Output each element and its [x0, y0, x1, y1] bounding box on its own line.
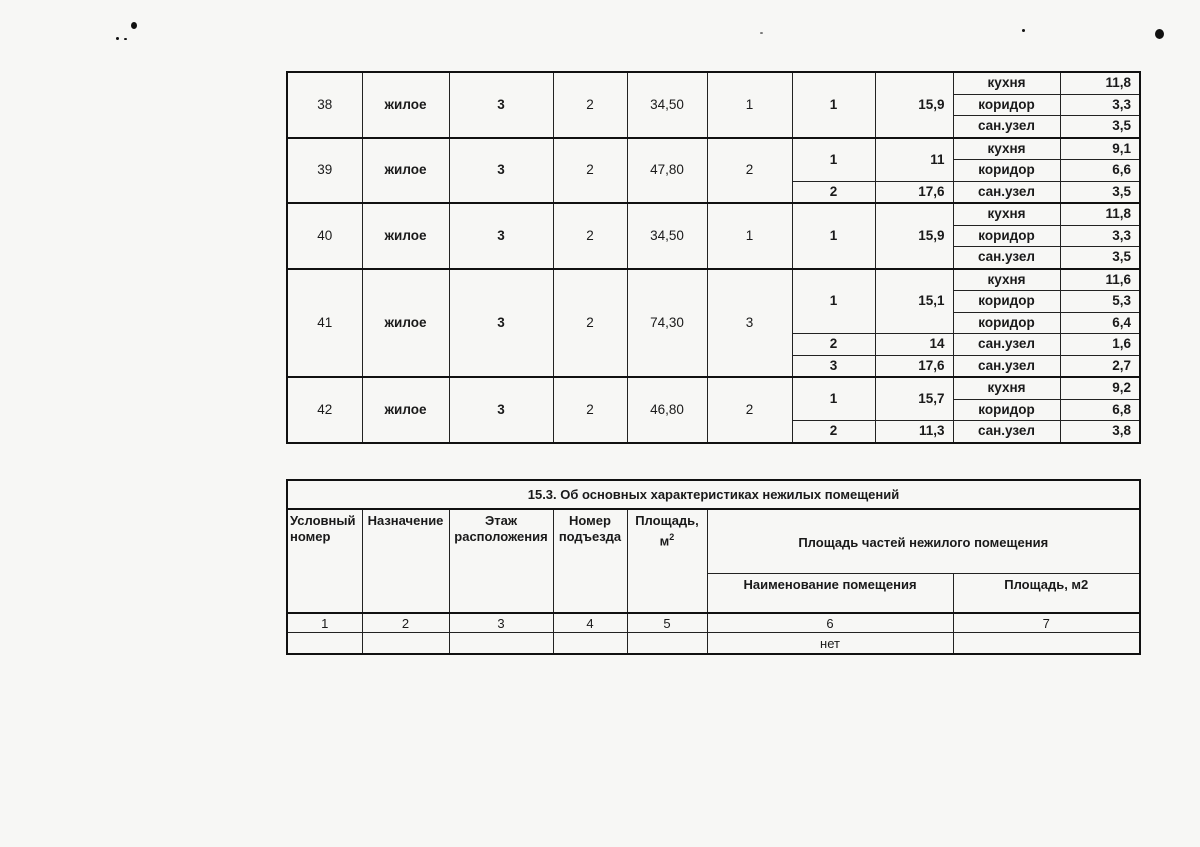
scan-speck	[116, 37, 119, 40]
part-area: 3,5	[1060, 181, 1140, 203]
room-area: 15,1	[875, 269, 953, 334]
apartment-row	[287, 377, 1140, 399]
apartment-number: 40	[287, 203, 362, 269]
apartment-entrance: 2	[553, 138, 627, 204]
part-area: 5,3	[1060, 291, 1140, 313]
part-name: сан.узел	[953, 421, 1060, 443]
room-number: 1	[792, 138, 875, 182]
column-index: 5	[627, 613, 707, 633]
part-name: кухня	[953, 377, 1060, 399]
empty-cell	[449, 633, 553, 655]
room-number: 1	[792, 377, 875, 421]
header-floor: Этаж расположения	[449, 509, 553, 613]
header-purpose: Назначение	[362, 509, 449, 613]
column-index: 6	[707, 613, 953, 633]
room-area: 11,3	[875, 421, 953, 443]
part-name: коридор	[953, 94, 1060, 116]
part-name: кухня	[953, 72, 1060, 94]
apartments-table	[286, 71, 1141, 444]
room-number: 1	[792, 203, 875, 269]
apartment-floor: 3	[449, 138, 553, 204]
column-index: 2	[362, 613, 449, 633]
part-name: сан.узел	[953, 181, 1060, 203]
apartment-rooms-count: 2	[707, 138, 792, 204]
empty-cell	[287, 633, 362, 655]
apartment-type: жилое	[362, 269, 449, 378]
apartment-number: 41	[287, 269, 362, 378]
apartment-area: 74,30	[627, 269, 707, 378]
part-name: коридор	[953, 160, 1060, 182]
apartment-row	[287, 269, 1140, 291]
part-name: сан.узел	[953, 247, 1060, 269]
part-name: кухня	[953, 138, 1060, 160]
section-caption: 15.3. Об основных характеристиках нежилых помещений	[287, 480, 1140, 509]
empty-cell	[362, 633, 449, 655]
scan-speck	[760, 32, 763, 34]
room-number: 1	[792, 269, 875, 334]
part-area: 11,6	[1060, 269, 1140, 291]
part-area: 2,7	[1060, 355, 1140, 377]
room-area: 14	[875, 334, 953, 356]
header-part-area: Площадь, м2	[953, 573, 1140, 613]
apartment-number: 38	[287, 72, 362, 138]
part-area: 9,2	[1060, 377, 1140, 399]
room-area: 17,6	[875, 355, 953, 377]
room-number: 2	[792, 334, 875, 356]
column-index-row	[287, 613, 1140, 633]
part-name: сан.узел	[953, 334, 1060, 356]
room-number: 3	[792, 355, 875, 377]
part-name: кухня	[953, 203, 1060, 225]
room-area: 17,6	[875, 181, 953, 203]
apartment-floor: 3	[449, 203, 553, 269]
apartment-row	[287, 203, 1140, 225]
scan-speck	[131, 22, 137, 29]
apartment-number: 42	[287, 377, 362, 443]
apartment-row	[287, 72, 1140, 94]
scan-speck	[124, 38, 127, 40]
nonresidential-table	[286, 479, 1141, 655]
apartment-floor: 3	[449, 377, 553, 443]
part-name: коридор	[953, 312, 1060, 334]
apartment-rooms-count: 1	[707, 203, 792, 269]
apartment-type: жилое	[362, 138, 449, 204]
part-name: коридор	[953, 399, 1060, 421]
part-area: 1,6	[1060, 334, 1140, 356]
apartment-rooms-count: 2	[707, 377, 792, 443]
room-area: 11	[875, 138, 953, 182]
column-index: 7	[953, 613, 1140, 633]
apartment-type: жилое	[362, 203, 449, 269]
part-area: 6,4	[1060, 312, 1140, 334]
part-area: 11,8	[1060, 203, 1140, 225]
room-area: 15,9	[875, 72, 953, 138]
room-number: 1	[792, 72, 875, 138]
apartment-area: 34,50	[627, 203, 707, 269]
apartment-type: жилое	[362, 377, 449, 443]
apartment-type: жилое	[362, 72, 449, 138]
part-area: 6,8	[1060, 399, 1140, 421]
apartment-rooms-count: 1	[707, 72, 792, 138]
part-area: 3,5	[1060, 247, 1140, 269]
room-area: 15,9	[875, 203, 953, 269]
column-index: 4	[553, 613, 627, 633]
apartment-entrance: 2	[553, 377, 627, 443]
room-number: 2	[792, 181, 875, 203]
apartment-rooms-count: 3	[707, 269, 792, 378]
part-name: коридор	[953, 225, 1060, 247]
header-area	[627, 509, 707, 613]
apartment-number: 39	[287, 138, 362, 204]
header-part-name: Наименование помещения	[707, 573, 953, 613]
room-area: 15,7	[875, 377, 953, 421]
part-area: 9,1	[1060, 138, 1140, 160]
header-entrance: Номер подъезда	[553, 509, 627, 613]
apartment-entrance: 2	[553, 269, 627, 378]
header-number: Условный номер	[287, 509, 362, 613]
empty-cell	[953, 633, 1140, 655]
part-name: сан.узел	[953, 355, 1060, 377]
header-parts: Площадь частей нежилого помещения	[707, 509, 1140, 573]
empty-cell	[627, 633, 707, 655]
scan-speck	[1022, 29, 1025, 32]
header-area-sup: 2	[669, 532, 675, 542]
scan-speck	[1155, 29, 1164, 39]
column-index: 3	[449, 613, 553, 633]
part-area: 3,3	[1060, 225, 1140, 247]
apartment-entrance: 2	[553, 203, 627, 269]
empty-cell	[553, 633, 627, 655]
apartment-floor: 3	[449, 72, 553, 138]
part-area: 11,8	[1060, 72, 1140, 94]
apartment-floor: 3	[449, 269, 553, 378]
empty-note: нет	[707, 633, 953, 655]
part-area: 3,8	[1060, 421, 1140, 443]
empty-row	[287, 633, 1140, 655]
room-number: 2	[792, 421, 875, 443]
apartment-area: 47,80	[627, 138, 707, 204]
column-index: 1	[287, 613, 362, 633]
apartment-entrance: 2	[553, 72, 627, 138]
part-area: 3,5	[1060, 116, 1140, 138]
part-name: сан.узел	[953, 116, 1060, 138]
part-name: кухня	[953, 269, 1060, 291]
part-name: коридор	[953, 291, 1060, 313]
part-area: 6,6	[1060, 160, 1140, 182]
apartment-area: 34,50	[627, 72, 707, 138]
apartment-area: 46,80	[627, 377, 707, 443]
header-area-label: Площадь, м	[635, 513, 699, 549]
apartment-row	[287, 138, 1140, 160]
part-area: 3,3	[1060, 94, 1140, 116]
